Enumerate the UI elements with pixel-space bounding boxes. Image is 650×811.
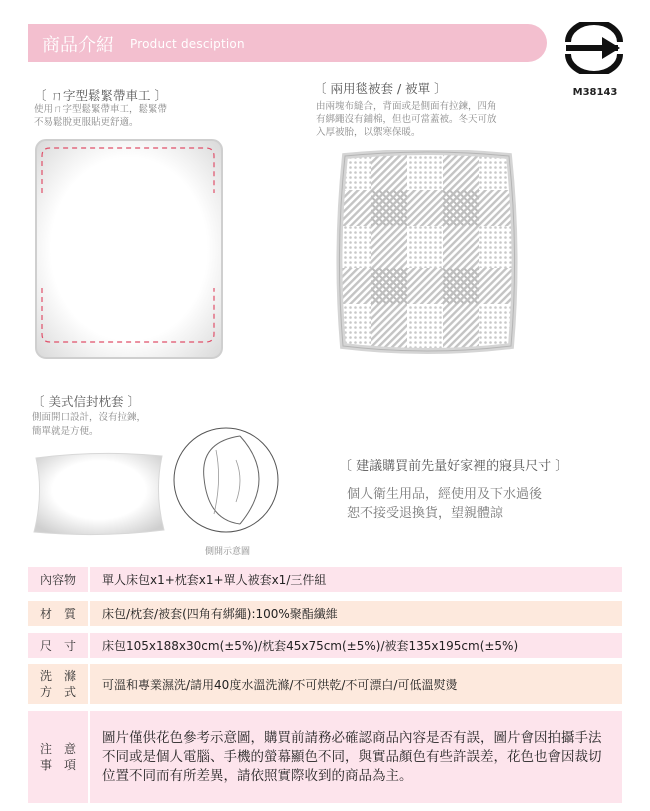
spec-label-material: 材 質 xyxy=(28,601,88,626)
side-opening-caption: 側開示意圖 xyxy=(205,547,251,557)
duvet-title: 〔 兩用毯被套 / 被單 〕 xyxy=(314,81,447,96)
spec-label-notes-2: 事 項 xyxy=(39,758,76,772)
pillow-desc-1: 側面開口設計，沒有拉鍊， xyxy=(32,412,147,423)
spec-label-size: 尺 寸 xyxy=(28,633,88,658)
advice-title: 〔 建議購買前先量好家裡的寢具尺寸 〕 xyxy=(339,459,569,474)
pillow-desc-2: 簡單就是方便。 xyxy=(32,426,99,437)
certification-mark-icon xyxy=(562,22,626,74)
certification-code: M38143 xyxy=(572,87,618,98)
spec-value-size: 床包105x188x30cm(±5%)/枕套45x75cm(±5%)/被套135x195cm(±5%) xyxy=(90,633,622,658)
duvet-desc-2: 有綁繩沒有鋪棉，但也可當蓋被。冬天可放 xyxy=(316,114,497,125)
pillow-side-opening-diagram xyxy=(170,420,280,538)
spec-row-size xyxy=(28,633,622,658)
spec-row-contents xyxy=(28,567,622,592)
spec-label-washing-1: 洗 滌 xyxy=(39,669,76,683)
spec-row-material xyxy=(28,601,622,626)
spec-label-notes xyxy=(28,711,88,803)
pillow-title: 〔 美式信封枕套 〕 xyxy=(32,394,140,409)
advice-line-2: 恕不接受退換貨，望親體諒 xyxy=(347,506,504,521)
spec-value-notes: 圖片僅供花色參考示意圖，購買前請務必確認商品內容是否有誤，圖片會因拍攝手法不同或是個人電腦、手機的螢幕顯色不同，與實品顏色有些許誤差，花色也會因裁切位置不同而有所差異，請依照實際收到的商品為主。 xyxy=(90,711,622,803)
spec-row-notes xyxy=(28,711,622,803)
fitted-sheet-title: 〔 ㄇ字型鬆緊帶車工 〕 xyxy=(34,88,167,103)
fitted-sheet-desc-2: 不易鬆脫更服貼更舒適。 xyxy=(34,117,139,128)
spec-value-contents: 單人床包x1+枕套x1+單人被套x1/三件組 xyxy=(90,567,622,592)
spec-value-washing: 可溫和專業濕洗/請用40度水溫洗滌/不可烘乾/不可漂白/可低溫熨燙 xyxy=(90,664,622,704)
spec-row-washing xyxy=(28,664,622,704)
advice-line-1: 個人衛生用品，經使用及下水過後 xyxy=(347,487,543,502)
spec-label-contents: 內容物 xyxy=(28,567,88,592)
page-subtitle: Product desciption xyxy=(130,37,245,51)
fitted-sheet-desc-1: 使用ㄇ字型鬆緊帶車工，鬆緊帶 xyxy=(34,104,168,115)
duvet-desc-3: 入厚被胎，以禦寒保暖。 xyxy=(316,127,421,138)
fitted-sheet-illustration xyxy=(34,138,224,360)
duvet-desc-1: 由兩塊布縫合，背面或是側面有拉鍊，四角 xyxy=(316,101,497,112)
duvet-cover-illustration xyxy=(333,150,521,355)
spec-value-material: 床包/枕套/被套(四角有綁繩):100%聚酯纖維 xyxy=(90,601,622,626)
page-title: 商品介紹 xyxy=(42,35,114,56)
spec-label-notes-1: 注 意 xyxy=(39,742,76,756)
spec-label-washing xyxy=(28,664,88,704)
spec-label-washing-2: 方 式 xyxy=(39,685,76,699)
pillow-illustration xyxy=(30,448,168,538)
